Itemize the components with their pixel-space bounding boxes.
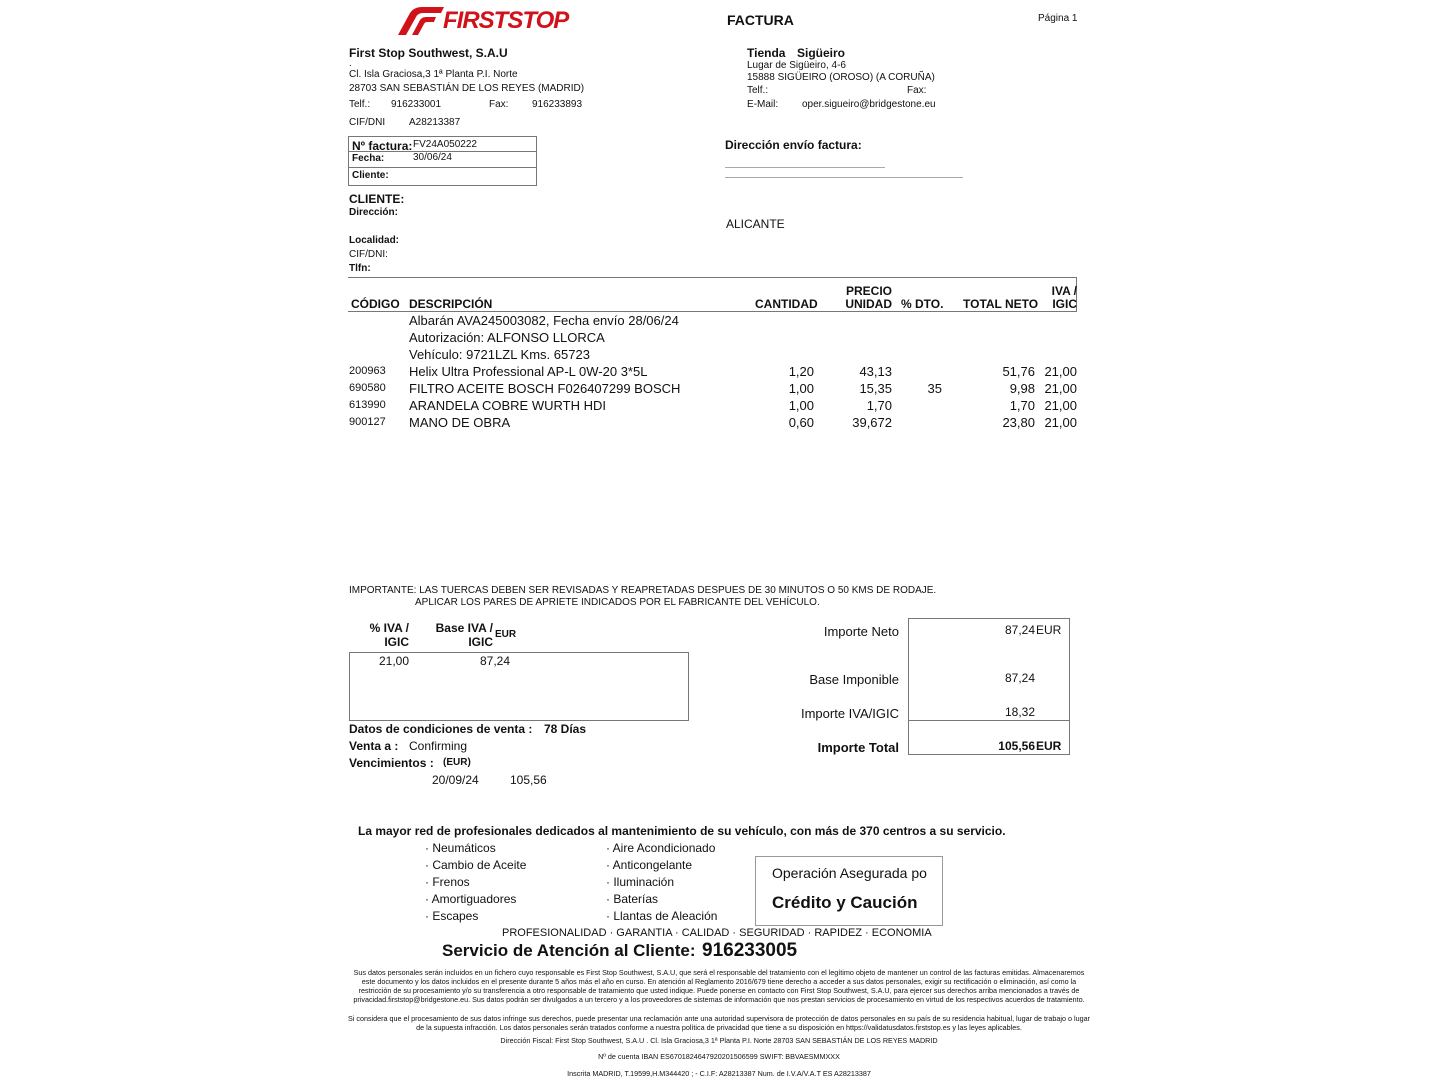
- col-iva-line2: IGIC: [1052, 297, 1077, 311]
- due-dates-currency: (EUR): [443, 757, 471, 768]
- row-vat: 21,00: [1044, 415, 1077, 430]
- store-email: oper.sigueiro@bridgestone.eu: [802, 99, 936, 110]
- row-description: Helix Ultra Professional AP-L 0W-20 3*5L: [409, 364, 648, 379]
- tax-base-value: 87,24: [479, 654, 510, 668]
- total-neto-label: Importe Neto: [823, 624, 899, 639]
- shipping-city: ALICANTE: [726, 217, 785, 231]
- store-fax-label: Fax:: [907, 85, 927, 96]
- service-item: · Frenos: [425, 875, 470, 889]
- due-dates-label: Vencimientos :: [349, 756, 434, 770]
- invoice-date-label: Fecha:: [352, 153, 385, 164]
- client-cif-label: CIF/DNI:: [349, 249, 388, 260]
- due-date: 20/09/24: [432, 773, 479, 787]
- sale-to-value: Confirming: [409, 739, 468, 753]
- due-amount: 105,56: [510, 773, 547, 787]
- row-quantity: 1,00: [788, 398, 814, 413]
- company-cif-label: CIF/DNI: [349, 117, 386, 128]
- row-code: 690580: [349, 382, 386, 394]
- company-tel-label: Telf.:: [349, 99, 371, 110]
- total-iva-label: Importe IVA/IGIC: [800, 706, 899, 721]
- company-fax: 916233893: [532, 99, 583, 110]
- row-quantity: 0,60: [788, 415, 814, 430]
- fiscal-address: Dirección Fiscal: First Stop Southwest, S.A.U . Cl. Isla Graciosa,3 1ª Planta P.I. Norte 28703 SAN SEBASTIÁN DE LOS REYES MADRID: [500, 1036, 938, 1045]
- firststop-logo-mark-icon: [396, 5, 446, 37]
- col-codigo: CÓDIGO: [351, 297, 400, 311]
- complaint-notice: Si considera que el procesamiento de sus datos infringe sus derechos, puede presentar una reclamación ante una autoridad supervisora de protección de datos personales en su país de su residencia habitual, lugar de trabajo o lugar de la supuesta infracción. Los datos personales serán tratados conforme a nuestra política de privacidad que tiene a su disposición en https://validatusdatos.firststop.es y las leyes aplicables.: [348, 1014, 1090, 1032]
- row-unit-price: 39,672: [852, 415, 892, 430]
- conditions-label: Datos de condiciones de venta :: [349, 722, 533, 736]
- col-precio-line2: UNIDAD: [845, 297, 892, 311]
- row-vat: 21,00: [1044, 381, 1077, 396]
- note-autorizacion: Autorización: ALFONSO LLORCA: [409, 330, 605, 345]
- row-code: 200963: [349, 365, 386, 377]
- row-quantity: 1,20: [788, 364, 814, 379]
- shipping-redacted: [725, 165, 970, 183]
- iban: Nº de cuenta IBAN ES6701824647920201506599 SWIFT: BBVAESMMXXX: [598, 1052, 840, 1061]
- company-address-line1: Cl. Isla Graciosa,3 1ª Planta P.I. Norte: [349, 69, 518, 80]
- row-unit-price: 1,70: [866, 398, 892, 413]
- firststop-logo: [396, 4, 569, 38]
- service-item: · Llantas de Aleación: [606, 909, 718, 923]
- customer-service-label: Servicio de Atención al Cliente:: [442, 941, 696, 960]
- promo-headline: La mayor red de profesionales dedicados al mantenimiento de su vehículo, con más de 370 centros a su servicio.: [358, 824, 1006, 838]
- tax-iva-value: 21,00: [378, 654, 409, 668]
- tax-base-header-line1: Base IVA /: [435, 621, 493, 635]
- col-dto: % DTO.: [901, 297, 944, 311]
- row-unit-price: 15,35: [859, 381, 892, 396]
- company-tel: 916233001: [391, 99, 442, 110]
- brand-values: PROFESIONALIDAD · GARANTIA · CALIDAD · SEGURIDAD · RAPIDEZ · ECONOMIA: [502, 927, 932, 939]
- total-amount-value: 105,56: [998, 739, 1035, 753]
- store-address-line2: 15888 SIGÜEIRO (OROSO) (A CORUÑA): [747, 72, 935, 83]
- store-name: Sigüeiro: [797, 46, 846, 60]
- row-unit-price: 43,13: [859, 364, 892, 379]
- tax-iva-header-line2: IGIC: [384, 635, 409, 649]
- col-precio-line1: PRECIO: [845, 284, 892, 298]
- invoice-date: 30/06/24: [413, 152, 452, 163]
- client-city-label: Localidad:: [349, 235, 400, 246]
- total-base-value: 87,24: [1004, 671, 1035, 685]
- row-code: 900127: [349, 416, 386, 428]
- important-note-line2: APLICAR LOS PARES DE APRIETE INDICADOS POR EL FABRICANTE DEL VEHÍCULO.: [415, 597, 820, 608]
- company-name: First Stop Southwest, S.A.U: [349, 46, 508, 60]
- row-total: 1,70: [1009, 398, 1035, 413]
- shipping-label: Dirección envío factura:: [725, 138, 862, 152]
- tax-base-header-line2: IGIC: [468, 635, 493, 649]
- service-item: · Anticongelante: [606, 858, 693, 872]
- store-tel-label: Telf.:: [747, 85, 769, 96]
- client-phone-label: Tlfn:: [349, 263, 371, 274]
- client-address-label: Dirección:: [349, 207, 398, 218]
- company-dot: .: [349, 58, 352, 69]
- company-fax-label: Fax:: [489, 99, 509, 110]
- total-amount-currency: EUR: [1036, 739, 1062, 753]
- total-base-label: Base Imponible: [809, 672, 899, 687]
- service-item: · Amortiguadores: [425, 892, 517, 906]
- page-number: Página 1: [1038, 13, 1078, 24]
- col-total-neto: TOTAL NETO: [963, 297, 1039, 311]
- store-address-line1: Lugar de Sigüeiro, 4-6: [747, 60, 846, 71]
- total-neto-value: 87,24: [1004, 623, 1035, 637]
- sale-to-label: Venta a :: [349, 739, 399, 753]
- row-description: FILTRO ACEITE BOSCH F026407299 BOSCH: [409, 381, 681, 396]
- row-code: 613990: [349, 399, 386, 411]
- row-discount: 35: [927, 381, 942, 396]
- row-vat: 21,00: [1044, 364, 1077, 379]
- store-label: Tienda: [747, 46, 786, 60]
- insurance-line2: Crédito y Caución: [772, 893, 918, 912]
- totals-box: [908, 618, 1070, 755]
- service-item: · Baterías: [606, 892, 659, 906]
- insurance-line1: Operación Asegurada po: [772, 865, 927, 881]
- invoice-number: FV24A050222: [413, 139, 477, 150]
- row-total: 51,76: [1002, 364, 1035, 379]
- client-label: CLIENTE:: [349, 192, 405, 206]
- total-iva-value: 18,32: [1004, 705, 1035, 719]
- registry-info: Inscrita MADRID, T.19599,H.M344420 ; - C.I.F: A28213387 Num. de I.V.A/V.A.T ES A28213387: [567, 1069, 871, 1078]
- row-total: 23,80: [1002, 415, 1035, 430]
- col-descripcion: DESCRIPCIÓN: [409, 297, 493, 311]
- note-vehiculo: Vehículo: 9721LZL Kms. 65723: [409, 347, 590, 362]
- service-item: · Cambio de Aceite: [425, 858, 527, 872]
- row-vat: 21,00: [1044, 398, 1077, 413]
- conditions-value: 78 Días: [544, 722, 587, 736]
- company-cif: A28213387: [409, 117, 461, 128]
- service-item: · Neumáticos: [425, 841, 496, 855]
- service-item: · Iluminación: [606, 875, 675, 889]
- privacy-notice: Sus datos personales serán incluidos en un fichero cuyo responsable es First Stop Southwest, S.A.U, que será el responsable del tratamiento con el legítimo objeto de mantener un control de las facturas emitidas. Almacenaremos este documento y los datos incluidos en el presente durante 5 años más el año en curso. En atención al Reglamento 2016/679 tiene derecho a acceder a sus datos personales, exigir su rectificación o eliminación, así como la restricción de su procesamiento y/o su transferencia a otro responsable de tratamiento que usted indique. Puede ponerse en contacto con First Stop Southwest, S.A.U, para ejercer sus derechos arriba mencionados a través de privacidad.firststop@bridgestone.eu. Sus datos podrán ser divulgados a un tercero y a los proveedores de sistemas de información que nos prestan servicios de procesamiento en virtud de los respectivos acuerdos de tratamiento.: [353, 968, 1085, 1004]
- row-quantity: 1,00: [788, 381, 814, 396]
- document-title: FACTURA: [727, 12, 794, 28]
- total-neto-currency: EUR: [1036, 623, 1062, 637]
- row-description: ARANDELA COBRE WURTH HDI: [409, 398, 606, 413]
- invoice-number-label: Nº factura:: [352, 139, 413, 153]
- tax-base-header-currency: EUR: [495, 629, 517, 640]
- important-note-line1: IMPORTANTE: LAS TUERCAS DEBEN SER REVISADAS Y REAPRETADAS DESPUES DE 30 MINUTOS O 50 KMS DE RODAJE.: [349, 585, 937, 596]
- row-total: 9,98: [1009, 381, 1035, 396]
- service-item: · Escapes: [425, 909, 479, 923]
- customer-service-phone: 916233005: [702, 940, 798, 961]
- total-amount-label: Importe Total: [817, 740, 899, 755]
- service-item: · Aire Acondicionado: [606, 841, 716, 855]
- invoice-client-label: Cliente:: [352, 170, 389, 181]
- col-iva-line1: IVA /: [1051, 284, 1077, 298]
- note-albaran: Albarán AVA245003082, Fecha envío 28/06/24: [409, 313, 679, 328]
- tax-iva-header-line1: % IVA /: [369, 621, 409, 635]
- brand-name: FIRSTSTOP: [443, 7, 569, 34]
- row-description: MANO DE OBRA: [409, 415, 511, 430]
- store-email-label: E-Mail:: [747, 99, 779, 110]
- company-address-line2: 28703 SAN SEBASTIÁN DE LOS REYES (MADRID): [349, 83, 585, 94]
- col-cantidad: CANTIDAD: [755, 297, 818, 311]
